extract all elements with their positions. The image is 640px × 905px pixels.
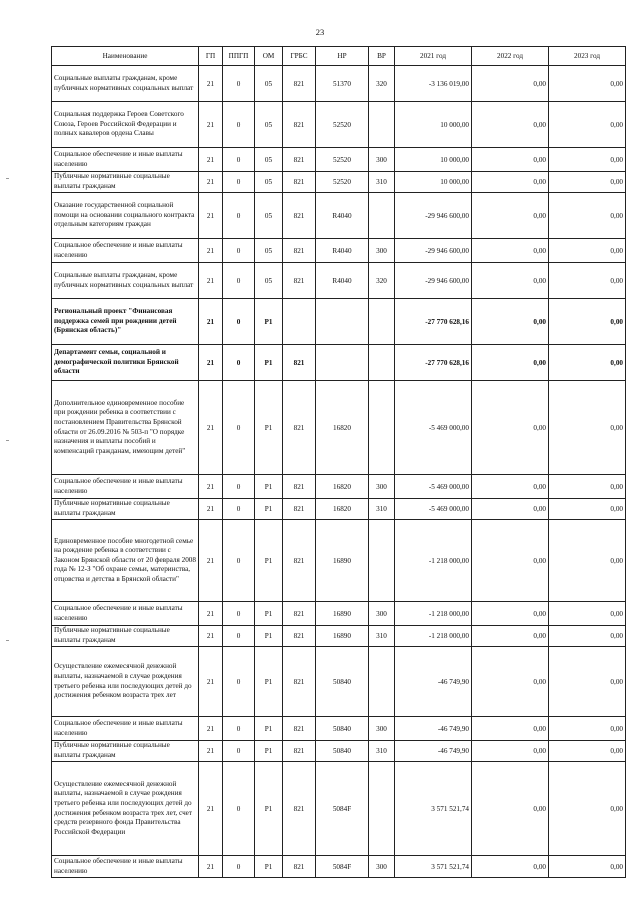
header-name: Наименование	[52, 47, 199, 66]
cell-vr: 300	[369, 717, 395, 741]
cell-name: Осуществление ежемесячной денежной выплаты, назначаемой в случае рождения третьего ребенка или последующих детей до достижения ребенком возраста трех лет	[52, 647, 199, 717]
cell-ppgp: 0	[223, 102, 255, 148]
cell-grbs: 821	[283, 626, 316, 647]
header-grbs: ГРБС	[283, 47, 316, 66]
cell-vr: 300	[369, 856, 395, 878]
cell-gp: 21	[199, 239, 223, 263]
table-row	[52, 717, 626, 741]
cell-name: Социальная поддержка Героев Советского Союза, Героев Российской Федерации и полных кавалеров ордена Славы	[52, 102, 199, 148]
cell-gp: 21	[199, 717, 223, 741]
cell-vr: 300	[369, 148, 395, 172]
cell-name: Единовременное пособие многодетной семье на рождение ребенка в соответствии с Законом Брянской области от 20 февраля 2008 года № 12-З "Об охране семьи, материнства, отцовства и детства в Брянской области"	[52, 520, 199, 602]
table-row	[52, 102, 626, 148]
cell-y2023: 0,00	[549, 239, 626, 263]
table-row	[52, 193, 626, 239]
cell-y2023: 0,00	[549, 762, 626, 856]
cell-gp: 21	[199, 102, 223, 148]
cell-y2023: 0,00	[549, 647, 626, 717]
table-row	[52, 263, 626, 299]
cell-y2022: 0,00	[472, 193, 549, 239]
table-row	[52, 602, 626, 626]
margin-mark	[6, 440, 9, 441]
cell-name: Социальное обеспечение и иные выплаты населению	[52, 148, 199, 172]
cell-y2021: 3 571 521,74	[395, 856, 472, 878]
cell-grbs: 821	[283, 66, 316, 102]
cell-name: Социальное обеспечение и иные выплаты населению	[52, 856, 199, 878]
cell-gp: 21	[199, 762, 223, 856]
cell-nr: 50840	[316, 741, 369, 762]
cell-y2021: 10 000,00	[395, 148, 472, 172]
table-row	[52, 239, 626, 263]
table-row	[52, 647, 626, 717]
cell-ppgp: 0	[223, 263, 255, 299]
cell-nr: R4040	[316, 239, 369, 263]
page-number: 23	[315, 27, 325, 37]
cell-ppgp: 0	[223, 762, 255, 856]
cell-om: 05	[255, 193, 283, 239]
margin-mark	[6, 178, 9, 179]
cell-nr: 16890	[316, 602, 369, 626]
cell-y2022: 0,00	[472, 381, 549, 475]
cell-y2022: 0,00	[472, 626, 549, 647]
cell-vr	[369, 102, 395, 148]
cell-y2022: 0,00	[472, 762, 549, 856]
cell-om: P1	[255, 602, 283, 626]
cell-nr: 50840	[316, 717, 369, 741]
cell-grbs: 821	[283, 717, 316, 741]
cell-grbs: 821	[283, 647, 316, 717]
cell-vr	[369, 381, 395, 475]
cell-name: Региональный проект "Финансовая поддержка семей при рождении детей (Брянская область)"	[52, 299, 199, 345]
cell-nr	[316, 299, 369, 345]
cell-y2021: -1 218 000,00	[395, 602, 472, 626]
header-om: ОМ	[255, 47, 283, 66]
cell-nr: 16890	[316, 626, 369, 647]
cell-y2022: 0,00	[472, 647, 549, 717]
cell-nr: 16890	[316, 520, 369, 602]
cell-grbs: 821	[283, 381, 316, 475]
table-body	[52, 66, 626, 878]
cell-grbs: 821	[283, 520, 316, 602]
cell-name: Публичные нормативные социальные выплаты гражданам	[52, 499, 199, 520]
margin-mark	[6, 640, 9, 641]
cell-ppgp: 0	[223, 381, 255, 475]
cell-nr: 16820	[316, 381, 369, 475]
cell-vr: 310	[369, 626, 395, 647]
cell-y2023: 0,00	[549, 172, 626, 193]
cell-y2021: -5 469 000,00	[395, 381, 472, 475]
cell-grbs: 821	[283, 499, 316, 520]
table-row	[52, 856, 626, 878]
cell-y2022: 0,00	[472, 499, 549, 520]
cell-om: 05	[255, 102, 283, 148]
table-row	[52, 381, 626, 475]
cell-ppgp: 0	[223, 299, 255, 345]
cell-vr: 310	[369, 172, 395, 193]
cell-vr: 300	[369, 475, 395, 499]
cell-y2023: 0,00	[549, 381, 626, 475]
cell-om: P1	[255, 520, 283, 602]
cell-vr	[369, 299, 395, 345]
cell-ppgp: 0	[223, 626, 255, 647]
table-row	[52, 475, 626, 499]
cell-name: Оказание государственной социальной помощи на основании социального контракта отдельным категориям граждан	[52, 193, 199, 239]
cell-ppgp: 0	[223, 520, 255, 602]
cell-grbs: 821	[283, 193, 316, 239]
cell-y2023: 0,00	[549, 66, 626, 102]
cell-om: P1	[255, 762, 283, 856]
cell-om: 05	[255, 148, 283, 172]
cell-vr	[369, 520, 395, 602]
cell-y2021: -27 770 628,16	[395, 299, 472, 345]
cell-nr: 52520	[316, 172, 369, 193]
cell-name: Социальные выплаты гражданам, кроме публичных нормативных социальных выплат	[52, 263, 199, 299]
cell-vr	[369, 193, 395, 239]
cell-om: P1	[255, 475, 283, 499]
cell-y2023: 0,00	[549, 602, 626, 626]
cell-grbs: 821	[283, 102, 316, 148]
table-row	[52, 626, 626, 647]
cell-grbs: 821	[283, 475, 316, 499]
table-row	[52, 172, 626, 193]
cell-name: Публичные нормативные социальные выплаты гражданам	[52, 172, 199, 193]
cell-y2021: -5 469 000,00	[395, 475, 472, 499]
cell-y2022: 0,00	[472, 148, 549, 172]
cell-ppgp: 0	[223, 345, 255, 381]
cell-y2022: 0,00	[472, 475, 549, 499]
cell-y2021: -1 218 000,00	[395, 626, 472, 647]
cell-vr: 320	[369, 263, 395, 299]
cell-om: P1	[255, 856, 283, 878]
cell-gp: 21	[199, 193, 223, 239]
cell-name: Социальное обеспечение и иные выплаты населению	[52, 475, 199, 499]
cell-y2023: 0,00	[549, 193, 626, 239]
cell-grbs: 821	[283, 345, 316, 381]
cell-y2021: -3 136 019,00	[395, 66, 472, 102]
cell-grbs	[283, 299, 316, 345]
header-2022: 2022 год	[472, 47, 549, 66]
cell-y2023: 0,00	[549, 520, 626, 602]
cell-nr	[316, 345, 369, 381]
cell-y2023: 0,00	[549, 499, 626, 520]
cell-y2021: -46 749,90	[395, 647, 472, 717]
cell-y2021: -29 946 600,00	[395, 239, 472, 263]
cell-grbs: 821	[283, 148, 316, 172]
header-ppgp: ППГП	[223, 47, 255, 66]
header-vr: ВР	[369, 47, 395, 66]
cell-y2022: 0,00	[472, 717, 549, 741]
cell-y2022: 0,00	[472, 741, 549, 762]
cell-y2021: 10 000,00	[395, 102, 472, 148]
cell-gp: 21	[199, 148, 223, 172]
cell-om: 05	[255, 239, 283, 263]
cell-grbs: 821	[283, 741, 316, 762]
cell-gp: 21	[199, 647, 223, 717]
table-row	[52, 148, 626, 172]
cell-om: 05	[255, 66, 283, 102]
table-row	[52, 499, 626, 520]
cell-name: Социальное обеспечение и иные выплаты населению	[52, 602, 199, 626]
cell-y2022: 0,00	[472, 345, 549, 381]
cell-y2023: 0,00	[549, 626, 626, 647]
table-row	[52, 345, 626, 381]
cell-om: P1	[255, 717, 283, 741]
cell-y2021: -29 946 600,00	[395, 193, 472, 239]
cell-ppgp: 0	[223, 148, 255, 172]
cell-om: P1	[255, 647, 283, 717]
cell-y2023: 0,00	[549, 263, 626, 299]
cell-ppgp: 0	[223, 856, 255, 878]
table-row	[52, 299, 626, 345]
cell-grbs: 821	[283, 856, 316, 878]
cell-y2022: 0,00	[472, 602, 549, 626]
cell-nr: 52520	[316, 102, 369, 148]
cell-y2022: 0,00	[472, 263, 549, 299]
cell-grbs: 821	[283, 239, 316, 263]
cell-nr: 50840	[316, 647, 369, 717]
cell-gp: 21	[199, 856, 223, 878]
cell-y2023: 0,00	[549, 475, 626, 499]
cell-y2021: -27 770 628,16	[395, 345, 472, 381]
cell-y2021: -1 218 000,00	[395, 520, 472, 602]
cell-grbs: 821	[283, 602, 316, 626]
table-row	[52, 520, 626, 602]
cell-vr: 300	[369, 602, 395, 626]
cell-gp: 21	[199, 475, 223, 499]
cell-y2023: 0,00	[549, 299, 626, 345]
cell-nr: 16820	[316, 475, 369, 499]
cell-vr: 310	[369, 741, 395, 762]
cell-ppgp: 0	[223, 647, 255, 717]
cell-y2023: 0,00	[549, 345, 626, 381]
cell-y2021: 10 000,00	[395, 172, 472, 193]
cell-grbs: 821	[283, 762, 316, 856]
cell-gp: 21	[199, 626, 223, 647]
cell-nr: 52520	[316, 148, 369, 172]
cell-y2023: 0,00	[549, 148, 626, 172]
cell-ppgp: 0	[223, 66, 255, 102]
cell-om: P1	[255, 345, 283, 381]
cell-nr: 5084F	[316, 762, 369, 856]
cell-name: Дополнительное единовременное пособие при рождении ребенка в соответствии с постановлением Правительства Брянской области от 26.09.2016 № 503-п "О порядке назначения и выплаты пособий и компенсаций гражданам, имеющим детей"	[52, 381, 199, 475]
cell-nr: R4040	[316, 193, 369, 239]
cell-ppgp: 0	[223, 475, 255, 499]
cell-name: Социальные выплаты гражданам, кроме публичных нормативных социальных выплат	[52, 66, 199, 102]
cell-y2021: -5 469 000,00	[395, 499, 472, 520]
cell-gp: 21	[199, 520, 223, 602]
cell-ppgp: 0	[223, 239, 255, 263]
cell-nr: R4040	[316, 263, 369, 299]
cell-ppgp: 0	[223, 717, 255, 741]
cell-ppgp: 0	[223, 193, 255, 239]
cell-name: Осуществление ежемесячной денежной выплаты, назначаемой в случае рождения третьего ребенка или последующих детей до достижения ребенком возраста трех лет, счет средств резервного фонда Правительства Российской Федерации	[52, 762, 199, 856]
cell-om: P1	[255, 299, 283, 345]
cell-om: P1	[255, 499, 283, 520]
cell-vr: 320	[369, 66, 395, 102]
cell-gp: 21	[199, 499, 223, 520]
cell-gp: 21	[199, 741, 223, 762]
header-nr: НР	[316, 47, 369, 66]
cell-grbs: 821	[283, 263, 316, 299]
cell-y2021: -46 749,90	[395, 717, 472, 741]
cell-gp: 21	[199, 263, 223, 299]
table-row	[52, 66, 626, 102]
cell-ppgp: 0	[223, 172, 255, 193]
table-row	[52, 762, 626, 856]
header-gp: ГП	[199, 47, 223, 66]
cell-gp: 21	[199, 345, 223, 381]
header-2023: 2023 год	[549, 47, 626, 66]
cell-name: Социальное обеспечение и иные выплаты населению	[52, 239, 199, 263]
cell-gp: 21	[199, 381, 223, 475]
cell-vr	[369, 762, 395, 856]
cell-name: Социальное обеспечение и иные выплаты населению	[52, 717, 199, 741]
cell-nr: 16820	[316, 499, 369, 520]
cell-om: P1	[255, 741, 283, 762]
cell-y2023: 0,00	[549, 717, 626, 741]
cell-ppgp: 0	[223, 602, 255, 626]
cell-ppgp: 0	[223, 741, 255, 762]
cell-om: P1	[255, 626, 283, 647]
cell-y2022: 0,00	[472, 239, 549, 263]
cell-y2023: 0,00	[549, 102, 626, 148]
cell-gp: 21	[199, 66, 223, 102]
cell-om: P1	[255, 381, 283, 475]
cell-y2022: 0,00	[472, 520, 549, 602]
cell-y2023: 0,00	[549, 741, 626, 762]
cell-vr: 300	[369, 239, 395, 263]
cell-vr	[369, 345, 395, 381]
cell-name: Публичные нормативные социальные выплаты гражданам	[52, 741, 199, 762]
cell-y2022: 0,00	[472, 66, 549, 102]
cell-y2023: 0,00	[549, 856, 626, 878]
cell-y2021: -29 946 600,00	[395, 263, 472, 299]
cell-y2022: 0,00	[472, 299, 549, 345]
header-2021: 2021 год	[395, 47, 472, 66]
cell-vr: 310	[369, 499, 395, 520]
cell-y2021: 3 571 521,74	[395, 762, 472, 856]
cell-gp: 21	[199, 602, 223, 626]
cell-ppgp: 0	[223, 499, 255, 520]
cell-y2022: 0,00	[472, 102, 549, 148]
cell-gp: 21	[199, 172, 223, 193]
cell-name: Публичные нормативные социальные выплаты гражданам	[52, 626, 199, 647]
table-row	[52, 741, 626, 762]
cell-om: 05	[255, 172, 283, 193]
cell-nr: 51370	[316, 66, 369, 102]
cell-nr: 5084F	[316, 856, 369, 878]
cell-y2022: 0,00	[472, 172, 549, 193]
cell-y2022: 0,00	[472, 856, 549, 878]
table-header-row	[52, 47, 626, 66]
cell-vr	[369, 647, 395, 717]
cell-grbs: 821	[283, 172, 316, 193]
cell-gp: 21	[199, 299, 223, 345]
cell-name: Департамент семьи, социальной и демографической политики Брянской области	[52, 345, 199, 381]
cell-om: 05	[255, 263, 283, 299]
budget-table	[51, 46, 626, 878]
cell-y2021: -46 749,90	[395, 741, 472, 762]
